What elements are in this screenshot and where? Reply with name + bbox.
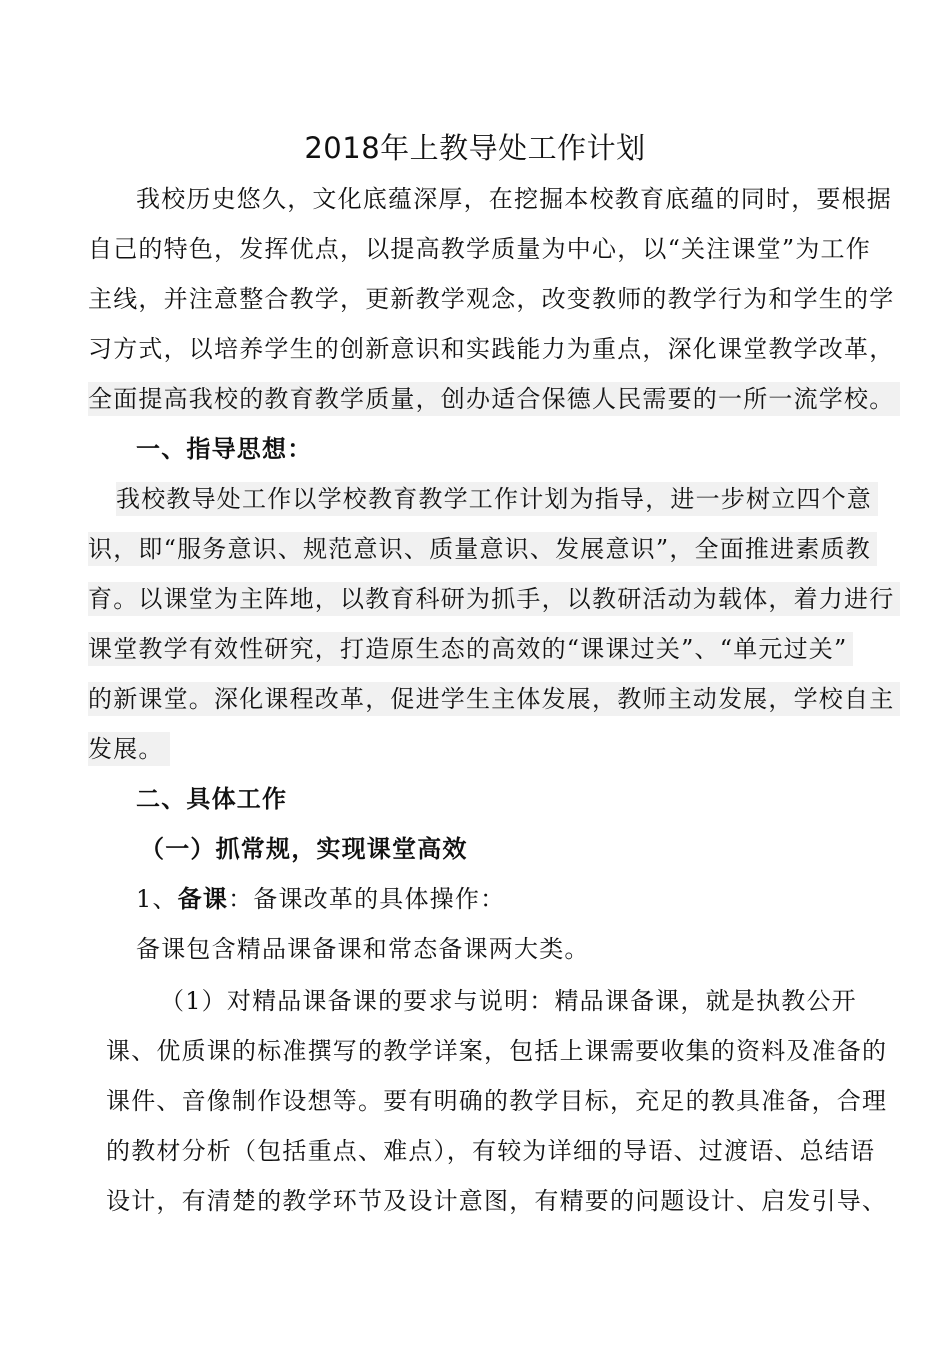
item1-text: ：备课改革的具体操作： [228,885,506,913]
item1-note: 备课包含精品课备课和常态备课两大类。 [136,935,590,963]
item1-line [136,882,505,916]
section1-line-2: 识，即“服务意识、规范意识、质量意识、发展意识”，全面推进素质教 [88,532,877,566]
item1-sub-line-3: 课件、音像制作设想等。要有明确的教学目标，充足的教具准备，合理 [106,1087,888,1115]
intro-line-2: 自己的特色，发挥优点，以提高教学质量为中心，以“关注课堂”为工作 [88,235,871,263]
section-heading-guiding-ideology: 一、指导思想： [136,434,313,463]
item1-sub-line-1: （1）对精品课备课的要求与说明：精品课备课，就是执教公开 [160,987,857,1015]
section1-line-3: 育。以课堂为主阵地，以教育科研为抓手，以教研活动为载体，着力进行 [88,582,900,616]
item1-label: 备课 [177,884,229,913]
intro-line-3: 主线，并注意整合教学，更新教学观念，改变教师的教学行为和学生的学 [88,285,895,313]
document-title: 2018年上教导处工作计划 [304,131,646,165]
item1-number: 1、 [136,885,178,913]
intro-line-5: 全面提高我校的教育教学质量，创办适合保德人民需要的一所一流学校。 [88,382,900,416]
section1-line-4: 课堂教学有效性研究，打造原生态的高效的“课课过关”、“单元过关” [88,632,853,666]
section1-line-5: 的新课堂。深化课程改革，促进学生主体发展，教师主动发展，学校自主 [88,682,900,716]
section-heading-specific-work: 二、具体工作 [136,784,288,813]
section1-line-1: 我校教导处工作以学校教育教学工作计划为指导，进一步树立四个意 [116,482,878,516]
item1-sub-line-5: 设计，有清楚的教学环节及设计意图，有精要的问题设计、启发引导、 [106,1187,888,1215]
item1-sub-line-2: 课、优质课的标准撰写的教学详案，包括上课需要收集的资料及准备的 [106,1037,888,1065]
section1-line-6: 发展。 [88,732,170,766]
item1-sub-line-4: 的教材分析（包括重点、难点），有较为详细的导语、过渡语、总结语 [106,1137,876,1165]
intro-line-1: 我校历史悠久，文化底蕴深厚，在挖掘本校教育底蕴的同时，要根据 [136,185,892,213]
subsection-heading-routine: （一）抓常规，实现课堂高效 [140,834,468,863]
intro-line-4: 习方式，以培养学生的创新意识和实践能力为重点，深化课堂教学改革， [88,335,895,363]
